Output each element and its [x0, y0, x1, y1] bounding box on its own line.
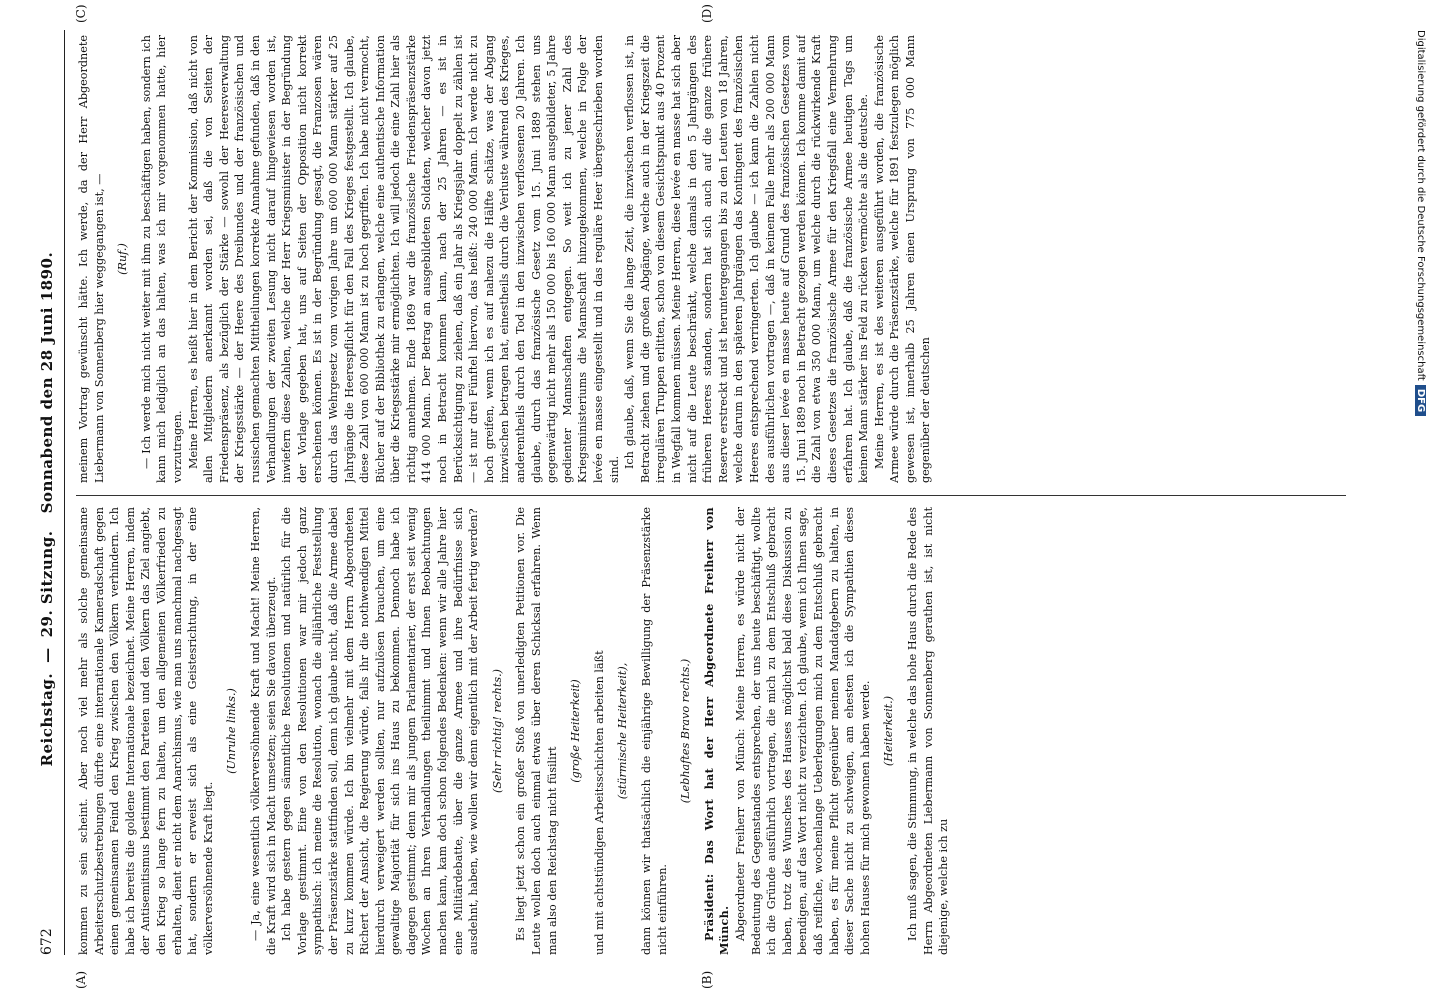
title-session: 29. Sitzung.: [38, 530, 56, 638]
margin-marker-b: (B): [700, 970, 714, 989]
margin-marker-c: (C): [74, 4, 88, 23]
page-number: 672: [39, 928, 55, 955]
interjection: (große Heiterkeit): [569, 679, 583, 783]
paragraph: kommen zu sein scheint. Aber noch viel mehr als solche gemeinsame Arbeiterschutzbestrebungen dürfte eine internationale Kameradschaft gegen einen gemeinsamen Feind den Krieg zwischen den Völkern verhindern. Ich habe ich bereits die goldene Internationale bezeichnet. Meine Herren, indem der Antisemitismus bestimmt den Parteien und den Völkern das Ziel angiebt, den Krieg so lange fern zu halten, um den allgemeinen Völkerfrieden zu erhalten, dient er nicht dem Anarchismus, wie man uns manchmal nachgesagt hat, sondern er erweist sich als eine Geistesrichtung, in der eine völkerversöhnende Kraft liegt.: [77, 507, 215, 955]
paragraph: Meine Herren, es heißt hier in dem Bericht der Kommission, daß nicht von allen Mitgliedern anerkannt worden sei, daß die von Seiten der Friedenspräsenz, als bezüglich der Stärke — sowohl der Heeresverwaltung der Kriegsstärke — der Heere des Dreibundes und der französischen und russischen gemachten Mittheilungen korrekte Annahme gefunden, daß in den Verhandlungen der zweiten Lesung nicht darauf hingewiesen worden ist, inwiefern diese Zahlen, welche der Herr Kriegsminister in der Begründung der Vorlage gegeben hat, uns auf Seiten der Opposition nicht korrekt erscheinen können. Es ist in der Begründung gesagt, die Franzosen wären durch das Wehrgesetz vom vorigen Jahre um 600 000 Mann stärker auf 25 Jahrgänge die Heerespflicht für den Fall des Krieges festgestellt. Ich glaube, diese Zahl von 600 000 Mann ist zu hoch gegriffen. Ich habe nicht vermocht, Bücher auf der Bibliothek zu erlangen, welche eine authentische Information über die Kriegsstärke mir ermöglichten. Ich will jedoch die eine Zahl hier als richtig annehmen. Ende 1869 war die französische Friedenspräsenzstärke 414 000 Mann. Der Betrag an ausgebildeten Soldaten, welcher davon jetzt noch in Betracht kommen kann, nach der 25 Jahren — es ist in Berücksichtigung zu ziehen, daß ein Jahr als Kriegsjahr doppelt zu zählen ist — ist nur drei Fünftel hiervon, das heißt: 240 000 Mann. Ich werde nicht zu hoch greifen, wenn ich es auf nahezu die Hälfte schätze, was der Abgang inzwischen betragen hat, einestheils durch die Verluste während des Krieges, anderentheils durch den Tod in den inzwischen verflossenen 20 Jahren. Ich glaube, durch das französische Gesetz vom 15. Juni 1889 stehen uns gegenwärtig nicht mehr als 150 000 bis 160 000 Mann ausgebildeter, 5 Jahre gedienter Mannschaften entgegen. So weit ich zu jener Zahl des Kriegsministeriums die Mannschaft hinzugekommen, welche in Folge der levée en masse eingestellt und in das reguläre Heer übergeschrieben worden sind.: [186, 35, 621, 483]
paragraph: Abgeordneter Freiherr von Münch: Meine Herren, es würde nicht der Bedeutung des Gegenstandes entsprechen, der uns heute beschäftigt, wollte ich die Gründe ausführlich vortragen, die mich zu dem Entschluß gebracht haben, trotz des Wunsches des Hauses möglichst bald diese Diskussion zu beendigen, auf das Wort nicht zu verzichten. Ich glaube, wenn ich Ihnen sage, daß reifliche, wochenlange Ueberlegungen mich zu dem Entschluß gebracht haben, es für meine Pflicht gegenüber meinen Mandatgebern zu halten, in dieser Sache nicht zu schweigen, am ehesten ich die Sympathien dieses hohen Hauses für mich gewonnen haben werde.: [733, 507, 872, 955]
page-header: [30, 30, 65, 955]
paragraph: — Ja, eine wesentlich völkerversöhnende Kraft und Macht! Meine Herren, die Kraft wird sich in Macht umsetzen; seien Sie davon überzeugt.: [248, 507, 278, 955]
interjection: (Heiterkeit.): [882, 695, 896, 767]
interjection: (Unruhe links.): [225, 688, 239, 774]
paragraph: meinem Vortrag gewünscht hätte. Ich werde, da der Herr Abgeordnete Liebermann von Sonnenberg hier weggegangen ist, —: [77, 35, 106, 483]
speaker-paragraph: Präsident: Das Wort hat der Herr Abgeordnete Freiherr von Münch.: [701, 507, 732, 955]
interjection: (Sehr richtig! rechts.): [490, 668, 504, 794]
paragraph: — Ich werde mich nicht weiter mit ihm zu beschäftigen haben, sondern ich kann mich lediglich an das halten, was ich mir vorgenommen hatte, hier vorzutragen.: [139, 35, 184, 483]
title-date: Sonnabend den 28 Juni 1890.: [38, 251, 56, 514]
paragraph: Es liegt jetzt schon ein großer Stoß von unerledigten Petitionen vor. Die Leute wollen doch auch einmal etwas über deren Schicksal erfahren. Wenn man also den Reichstag nicht füsilirt: [514, 507, 559, 955]
paragraph: Ich muß sagen, die Stimmung, in welche das hohe Haus durch die Rede des Herrn Abgeordneten Liebermann von Sonnenberg gerathen ist, ist nicht diejenige, welche ich zu: [905, 507, 951, 955]
right-column: [76, 35, 1356, 483]
digitization-credit: [1414, 30, 1428, 970]
paragraph: dann können wir thatsächlich die einjährige Bewilligung der Präsenzstärke nicht einführen.: [640, 507, 669, 955]
dfg-logo: DFG: [1415, 385, 1426, 416]
column-divider: [76, 495, 1346, 496]
margin-marker-d: (D): [700, 4, 714, 23]
interjection: (stürmische Heiterkeit),: [616, 662, 630, 800]
document-page: [30, 4, 1370, 989]
paragraph: Ich habe gestern gegen sämmtliche Resolutionen und natürlich für die Vorlage gestimmt. Eine von den Resolutionen war mir jedoch ganz sympathisch: ich meine die Resolution, wonach die alljährliche Feststellung der Präsenzstärke stattfinden soll, denn ich glaube nicht, daß die Armee dabei zu kurz kommen würde. Ich bin vielmehr mit dem Herrn Abgeordneten Richert der Ansicht, die Regierung würde, falls ihr die nothwendigen Mittel hierdurch verweigert werden sollten, nur aufzulösen brauchen, um eine gewaltige Majorität für sich ins Haus zu bekommen. Dennoch habe ich dagegen gestimmt; denn mir als jungem Parlamentarier, der erst seit wenig Wochen an Ihren Verhandlungen theilnimmt und Ihnen Beobachtungen machen kann, kam doch schon folgendes Bedenken: wenn wir alle Jahre hier eine Militärdebatte, über die ganze Armee und ihre Bedürfnisse sich ausdehnt, haben, wie wollen wir denn eigentlich mit der Arbeit fertig werden?: [280, 507, 481, 955]
margin-marker-a: (A): [74, 970, 88, 989]
credit-text: Digitalisierung gefördert durch die Deutsche Forschungsgemeinschaft: [1415, 30, 1426, 381]
interjection: (Ruf.): [116, 243, 130, 275]
left-column: [76, 507, 1356, 955]
paragraph: Ich glaube, daß, wenn Sie die lange Zeit, die inzwischen verflossen ist, in Betracht ziehen und die großen Abgänge, welche auch in der Kriegszeit die irregulären Truppen erlitten, schon von diesem Gesichtspunkt aus 40 Prozent in Wegfall kommen müssen. Meine Herren, diese levée en masse hat sich aber nicht auf die Leute beschränkt, welche damals in den 5 Jahrgängen des früheren Heeres standen, sondern hat sich auch auf die ganze frühere Reserve erstreckt und ist heruntergegangen bis zu den Leuten von 18 Jahren, welche darum in den späteren Jahrgängen das Kontingent des französischen Heeres entsprechend verringerten. Ich glaube — ich kann die Zahlen nicht des ausführlichen vortragen —, daß in keinem Falle mehr als 200 000 Mann aus dieser levée en masse heute auf Grund des französischen Gesetzes vom 15. Juni 1889 noch in Betracht gezogen werden können. Ich komme damit auf die Zahl von etwa 350 000 Mann, um welche durch die rückwirkende Kraft dieses Gesetzes die französische Armee für den Kriegsfall eine Vermehrung erfahren hat. Ich glaube, daß die französische Armee heutigen Tags um keinen Mann stärker ins Feld zu rücken vermöchte als die deutsche.: [623, 35, 871, 483]
interjection: (Lebhaftes Bravo rechts.): [679, 658, 693, 804]
page-title: Reichstag.—29. Sitzung. Sonnabend den 28 Juni 1890.: [38, 251, 56, 767]
paragraph: und mit achtstündigen Arbeitsschichten arbeiten läßt: [592, 650, 606, 955]
paragraph: Meine Herren, es ist des weiteren ausgeführt worden, die französische Armee würde durch die Präsenzstärke, welche für 1891 festzulegen möglich gewesen ist, innerhalb 25 Jahren einen Ursprung von 775 000 Mann gegenüber der deutschen: [872, 35, 933, 483]
title-reichstag: Reichstag.: [38, 672, 56, 767]
